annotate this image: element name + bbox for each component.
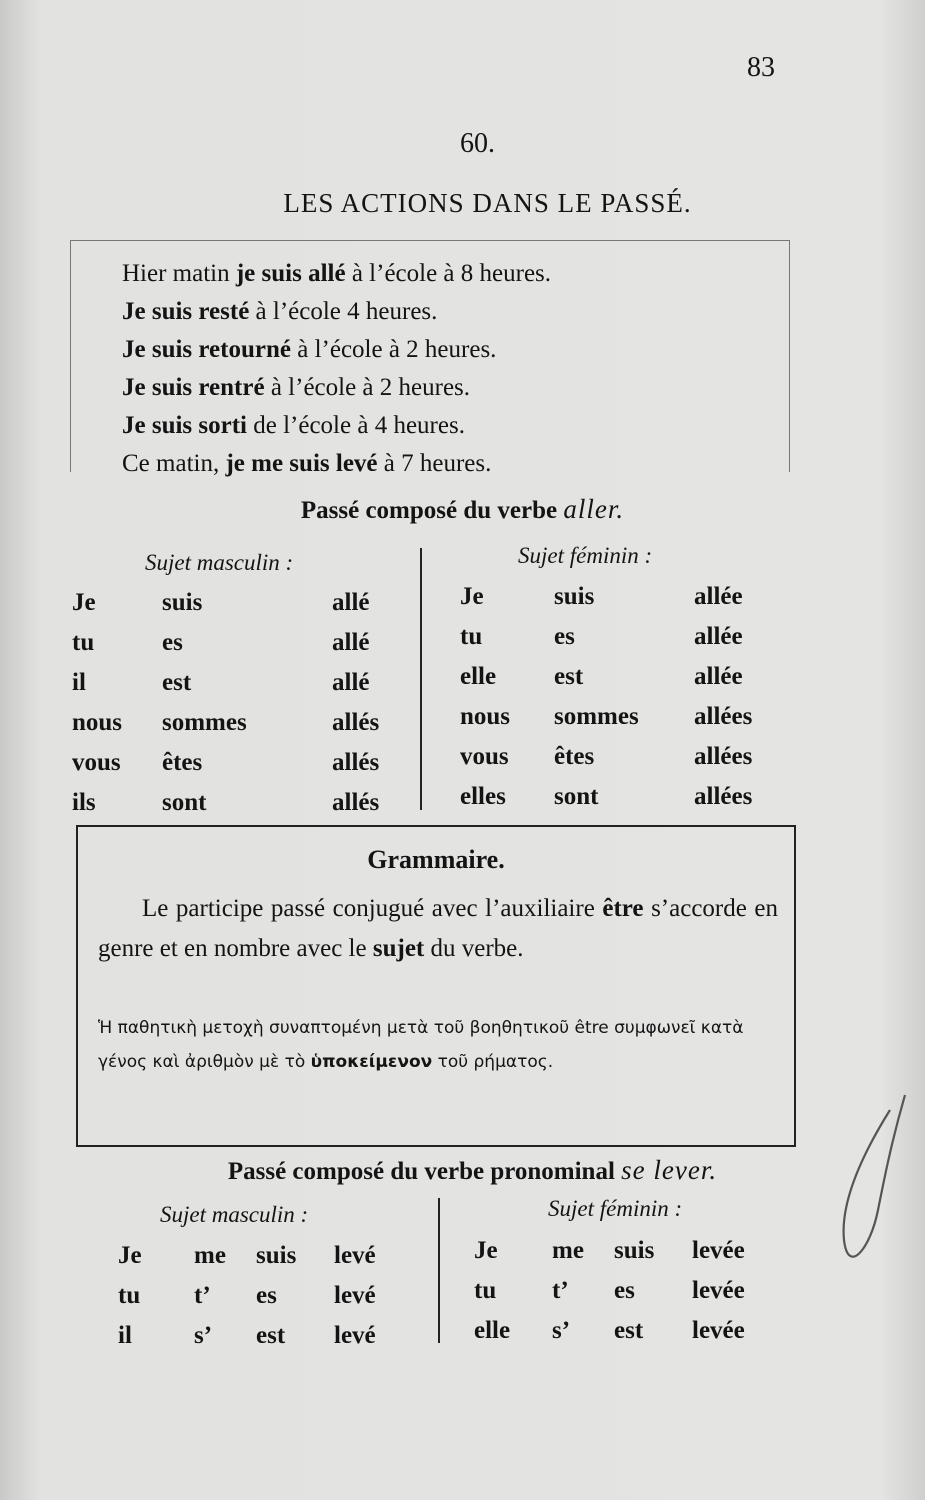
conjugation-cell: allé — [332, 669, 370, 696]
conjugation-cell: êtes — [162, 749, 203, 776]
lesson-title: LES ACTIONS DANS LE PASSÉ. — [283, 188, 692, 218]
aller-title-text: Passé composé du verbe — [300, 497, 564, 524]
table-row — [460, 578, 784, 616]
conjugation-cell: allé — [332, 629, 370, 656]
conjugation-cell: allés — [332, 709, 380, 736]
conjugation-cell: Je — [72, 589, 96, 616]
intro-line-text: de l’école à 4 heures. — [247, 412, 465, 439]
intro-line — [122, 331, 551, 369]
table-row — [118, 1277, 414, 1315]
intro-line-text: à l’école 4 heures. — [249, 298, 438, 325]
conjugation-cell: es — [162, 629, 183, 656]
intro-line — [122, 255, 551, 293]
conjugation-cell: est — [256, 1322, 286, 1349]
greek-keyword: ὑποκείμενον — [310, 1052, 433, 1072]
se-lever-fem-table — [472, 1230, 774, 1352]
conjugation-cell: allé — [332, 589, 370, 616]
conjugation-cell: est — [162, 669, 192, 696]
conjugation-cell: tu — [474, 1277, 497, 1304]
se-lever-fem-label: Sujet féminin : — [548, 1196, 683, 1221]
intro-line — [122, 293, 551, 331]
conjugation-cell: sont — [554, 783, 599, 810]
conjugation-cell: es — [256, 1282, 277, 1309]
conjugation-cell: allée — [694, 583, 743, 610]
conjugation-cell: il — [72, 669, 86, 696]
conjugation-cell: est — [554, 663, 584, 690]
conjugation-cell: êtes — [554, 743, 595, 770]
se-lever-column-divider — [438, 1198, 440, 1343]
conjugation-cell: allée — [694, 663, 743, 690]
intro-line-verb: je suis allé — [235, 260, 346, 287]
conjugation-cell: vous — [72, 749, 121, 776]
conjugation-cell: tu — [118, 1282, 141, 1309]
se-lever-masc-label: Sujet masculin : — [160, 1202, 309, 1227]
conjugation-cell: suis — [554, 583, 595, 610]
conjugation-cell: allés — [332, 789, 380, 816]
page-number: 83 — [747, 52, 775, 83]
se-lever-masc-table — [116, 1235, 416, 1357]
aller-fem-table — [458, 576, 786, 818]
conjugation-cell: allée — [694, 623, 743, 650]
table-row — [474, 1232, 772, 1270]
table-row — [474, 1272, 772, 1310]
rule-keyword: être — [602, 895, 644, 922]
conjugation-cell: levée — [692, 1277, 745, 1304]
pencil-mark-icon — [830, 1090, 910, 1290]
se-lever-title — [0, 1155, 925, 1186]
conjugation-cell: suis — [614, 1237, 655, 1264]
table-row — [72, 744, 422, 782]
intro-line-text: à l’école à 8 heures. — [345, 260, 552, 287]
grammar-heading: Grammaire. — [367, 845, 505, 874]
table-row — [460, 778, 784, 816]
conjugation-cell: levée — [692, 1237, 745, 1264]
conjugation-cell: vous — [460, 743, 509, 770]
intro-line-verb: Je suis resté — [122, 298, 250, 325]
intro-line — [122, 369, 551, 407]
table-row — [72, 584, 422, 622]
conjugation-cell: il — [118, 1322, 132, 1349]
greek-text: τοῦ ρήματος. — [432, 1052, 554, 1072]
table-row — [460, 738, 784, 776]
conjugation-cell: sommes — [554, 703, 639, 730]
se-lever-title-text: Passé composé du verbe pronominal — [227, 1158, 622, 1185]
table-row — [460, 698, 784, 736]
conjugation-cell: Je — [474, 1237, 498, 1264]
conjugation-cell: nous — [460, 703, 511, 730]
table-row — [118, 1237, 414, 1275]
intro-line-text: Hier matin — [122, 260, 236, 287]
conjugation-cell: Je — [118, 1242, 142, 1269]
intro-line-text: Ce matin, — [122, 450, 226, 477]
conjugation-cell: allés — [332, 749, 380, 776]
conjugation-cell: me — [194, 1242, 226, 1269]
grammar-rule — [98, 889, 778, 969]
aller-masc-table — [70, 582, 424, 824]
intro-sentences — [122, 255, 551, 483]
intro-line-verb: je me suis levé — [225, 450, 378, 477]
conjugation-cell: ils — [72, 789, 96, 816]
conjugation-cell: es — [614, 1277, 635, 1304]
aller-fem-label: Sujet féminin : — [518, 543, 653, 568]
rule-text: du verbe. — [424, 935, 524, 962]
conjugation-cell: levé — [334, 1242, 376, 1269]
intro-line — [122, 407, 551, 445]
rule-indent — [98, 895, 142, 922]
conjugation-cell: sont — [162, 789, 207, 816]
table-row — [72, 704, 422, 742]
intro-line-verb: Je suis rentré — [122, 374, 265, 401]
conjugation-cell: allées — [694, 743, 753, 770]
conjugation-cell: s’ — [552, 1317, 571, 1344]
lesson-number: 60. — [460, 128, 495, 159]
conjugation-cell: t’ — [194, 1282, 211, 1309]
conjugation-cell: est — [614, 1317, 644, 1344]
rule-keyword: sujet — [372, 935, 425, 962]
table-row — [72, 624, 422, 662]
table-row — [460, 658, 784, 696]
intro-line-text: à l’école à 2 heures. — [290, 336, 497, 363]
grammar-box — [76, 825, 796, 1147]
conjugation-cell: tu — [460, 623, 483, 650]
table-row — [72, 664, 422, 702]
conjugation-cell: levé — [334, 1322, 376, 1349]
conjugation-cell: t’ — [552, 1277, 569, 1304]
aller-masc-label: Sujet masculin : — [145, 550, 294, 575]
grammar-greek-translation — [98, 1011, 783, 1079]
conjugation-cell: Je — [460, 583, 484, 610]
table-row — [118, 1317, 414, 1355]
rule-text: Le participe passé conjugué avec l’auxiliaire — [142, 895, 603, 922]
intro-line-text: à l’école à 2 heures. — [264, 374, 471, 401]
conjugation-cell: elle — [474, 1317, 511, 1344]
conjugation-cell: suis — [162, 589, 203, 616]
table-row — [460, 618, 784, 656]
intro-line — [122, 445, 551, 483]
greek-text: Ἡ παθητικὴ μετοχὴ συναπτομένη μετὰ τοῦ βοηθητικοῦ être συμφωνεῖ κατὰ γένος καὶ ἀριθμὸν μὲ τὸ — [98, 1018, 744, 1072]
conjugation-cell: tu — [72, 629, 95, 656]
conjugation-cell: elles — [460, 783, 506, 810]
conjugation-cell: s’ — [194, 1322, 213, 1349]
conjugation-cell: allées — [694, 783, 753, 810]
conjugation-cell: nous — [72, 709, 123, 736]
se-lever-title-verb: se lever. — [621, 1155, 718, 1185]
intro-line-text: à 7 heures. — [377, 450, 492, 477]
intro-line-verb: Je suis sorti — [122, 412, 247, 439]
conjugation-cell: allées — [694, 703, 753, 730]
conjugation-cell: elle — [460, 663, 497, 690]
conjugation-cell: sommes — [162, 709, 247, 736]
conjugation-cell: es — [554, 623, 575, 650]
intro-line-verb: Je suis retourné — [122, 336, 291, 363]
conjugation-cell: levé — [334, 1282, 376, 1309]
table-row — [474, 1312, 772, 1350]
conjugation-cell: me — [552, 1237, 584, 1264]
conjugation-cell: levée — [692, 1317, 745, 1344]
aller-title-verb: aller. — [563, 494, 625, 524]
conjugation-cell: suis — [256, 1242, 297, 1269]
table-row — [72, 784, 422, 822]
aller-title — [0, 494, 925, 525]
rule-text: s’accorde en genre et en nombre avec le — [98, 895, 778, 962]
